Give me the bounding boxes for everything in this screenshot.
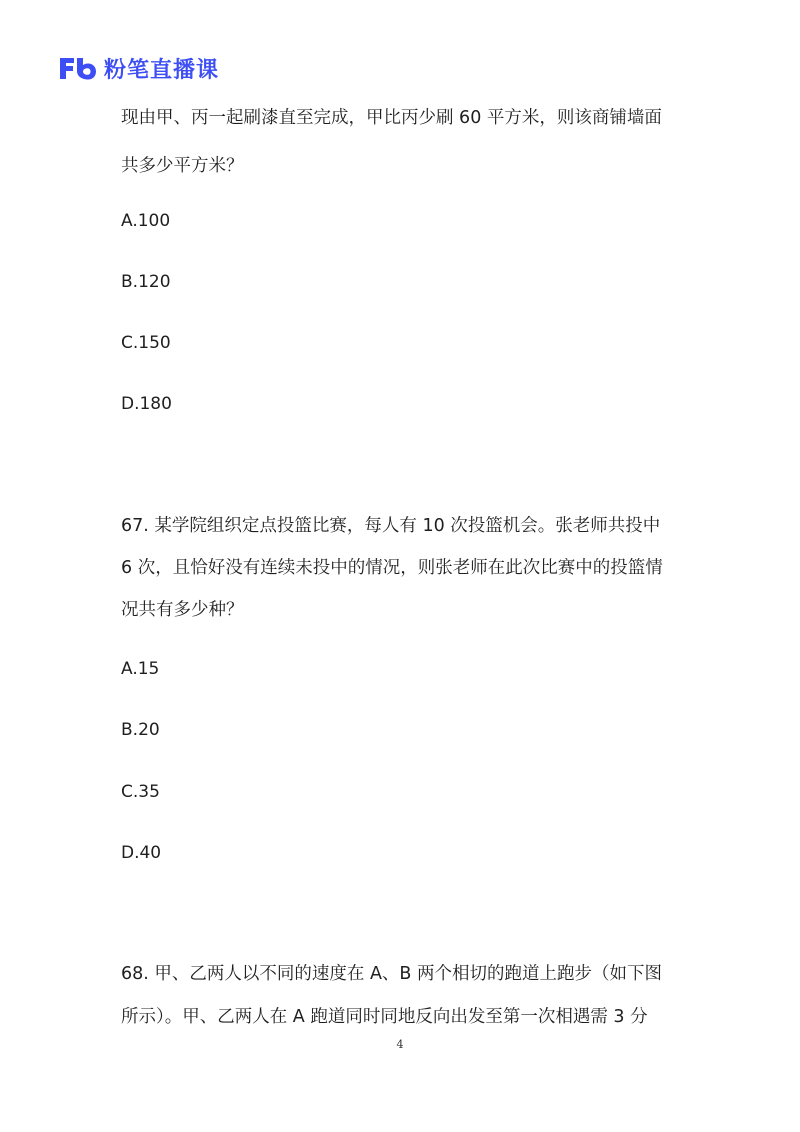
brand-name: 粉笔直播课 [104, 57, 220, 83]
question-68-line: 68. 甲、乙两人以不同的速度在 A、B 两个相切的跑道上跑步（如下图 [121, 964, 662, 984]
option-a: A.100 [121, 211, 171, 231]
option-c: C.150 [121, 333, 171, 353]
option-d: D.180 [121, 394, 172, 414]
page-number: 4 [396, 1038, 404, 1051]
question-67-line: 67. 某学院组织定点投篮比赛，每人有 10 次投篮机会。张老师共投中 [121, 516, 661, 536]
option-a: A.15 [121, 659, 160, 679]
option-b: B.20 [121, 720, 160, 740]
question-67-line: 6 次，且恰好没有连续未投中的情况，则张老师在此次比赛中的投篮情 [121, 558, 663, 578]
question-67-line: 况共有多少种？ [121, 600, 244, 620]
question-text-line: 现由甲、丙一起刷漆直至完成，甲比丙少刷 60 平方米，则该商铺墙面 [121, 108, 662, 128]
option-b: B.120 [121, 272, 171, 292]
brand-logo [58, 53, 219, 83]
option-d: D.40 [121, 843, 162, 863]
option-c: C.35 [121, 782, 160, 802]
fb-logo-icon [58, 55, 98, 81]
question-text-line: 共多少平方米？ [121, 156, 244, 176]
question-68-line: 所示）。甲、乙两人在 A 跑道同时同地反向出发至第一次相遇需 3 分 [121, 1007, 648, 1027]
